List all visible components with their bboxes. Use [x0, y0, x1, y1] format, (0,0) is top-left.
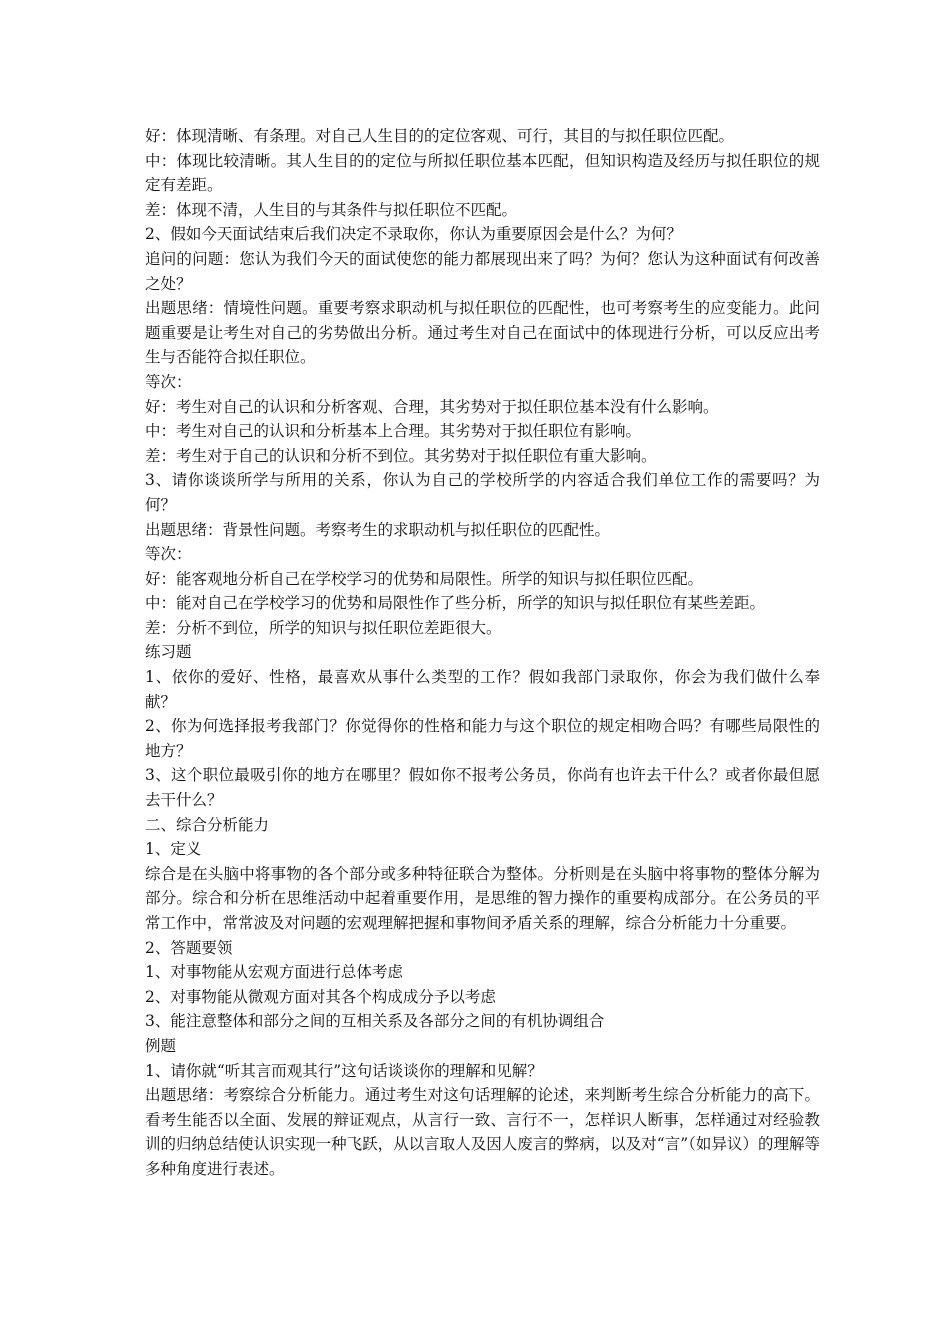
grade-poor-paragraph: 差：体现不清，人生目的与其条件与拟任职位不匹配。: [145, 200, 518, 219]
question-3-paragraph: 3、请你谈谈所学与所用的关系，你认为自己的学校所学的内容适合我们单位工作的需要吗？为何？: [145, 471, 820, 514]
answer-key-points-heading: 2、答题要领: [145, 938, 233, 957]
question-rationale-paragraph: 出题思绪：考察综合分析能力。通过考生对这句话理解的论述，来判断考生综合分析能力的高下。看考生能否以全面、发展的辩证观点，从言行一致、言行不一，怎样识人断事，怎样通过对经验教训的归纳总结使认识实现一种飞跃，从以言取人及因人废言的弊病，以及对“言”（如异议）的理解等多种角度进行表述。: [145, 1086, 820, 1178]
exercise-1-paragraph: 1、依你的爱好、性格，最喜欢从事什么类型的工作？假如我部门录取你，你会为我们做什么奉献？: [145, 668, 820, 711]
definition-paragraph: 综合是在头脑中将事物的各个部分或多种特征联合为整体。分析则是在头脑中将事物的整体分解为部分。综合和分析在思维活动中起着重要作用，是思维的智力操作的重要构成部分。在公务员的平常工作中，常常波及对问题的宏观理解把握和事物间矛盾关系的理解，综合分析能力十分重要。: [145, 864, 820, 932]
exercise-2-paragraph: 2、你为何选择报考我部门？你觉得你的性格和能力与这个职位的规定相吻合吗？有哪些局限性的地方？: [145, 717, 820, 760]
exercises-heading: 练习题: [145, 643, 192, 662]
grade-medium-paragraph: 中：考生对自己的认识和分析基本上合理。其劣势对于拟任职位有影响。: [145, 422, 642, 441]
grade-poor-paragraph: 差：考生对于自己的认识和分析不到位。其劣势对于拟任职位有重大影响。: [145, 446, 657, 465]
question-2-paragraph: 2、假如今天面试结束后我们决定不录取你，你认为重要原因会是什么？为何？: [145, 225, 682, 244]
grade-heading: 等次：: [145, 372, 192, 391]
follow-up-question-paragraph: 追问的问题：您认为我们今天的面试使您的能力都展现出来了吗？为何？您认为这种面试有何改善之处？: [145, 249, 820, 293]
key-point-1: 1、对事物能从宏观方面进行总体考虑: [145, 963, 403, 982]
grade-medium-paragraph: 中：体现比较清晰。其人生目的的定位与所拟任职位基本匹配，但知识构造及经历与拟任职位的规定有差距。: [145, 151, 820, 195]
grade-good-paragraph: 好：能客观地分析自己在学校学习的优势和局限性。所学的知识与拟任职位匹配。: [145, 569, 704, 588]
example-question-1: 1、请你就“听其言而观其行”这句话谈谈你的理解和见解？: [145, 1061, 543, 1080]
definition-heading: 1、定义: [145, 840, 202, 859]
grade-good-paragraph: 好：考生对自己的认识和分析客观、合理，其劣势对于拟任职位基本没有什么影响。: [145, 397, 719, 416]
question-rationale-paragraph: 出题思绪：背景性问题。考察考生的求职动机与拟任职位的匹配性。: [145, 520, 611, 539]
grade-good-paragraph: 好：体现清晰、有条理。对自己人生目的的定位客观、可行，其目的与拟任职位匹配。: [145, 127, 735, 145]
grade-medium-paragraph: 中：能对自己在学校学习的优势和局限性作了些分析，所学的知识与拟任职位有某些差距。: [145, 594, 766, 613]
question-rationale-paragraph: 出题思绪：情境性问题。重要考察求职动机与拟任职位的匹配性，也可考察考生的应变能力。此问题重要是让考生对自己的劣势做出分析。通过考生对自己在面试中的体现进行分析，可以反应出考生与否能符合拟任职位。: [145, 299, 820, 367]
grade-poor-paragraph: 差：分析不到位，所学的知识与拟任职位差距很大。: [145, 618, 502, 637]
example-heading: 例题: [145, 1036, 177, 1055]
key-point-3: 3、能注意整体和部分之间的互相关系及各部分之间的有机协调组合: [145, 1012, 605, 1031]
key-point-2: 2、对事物能从微观方面对其各个构成成分予以考虑: [145, 987, 496, 1006]
document-body: [145, 124, 820, 1182]
section-heading: 二、综合分析能力: [145, 815, 270, 834]
grade-heading: 等次：: [145, 545, 192, 564]
exercise-3-paragraph: 3、这个职位最吸引你的地方在哪里？假如你不报考公务员，你尚有也许去干什么？或者你最但愿去干什么？: [145, 766, 820, 810]
